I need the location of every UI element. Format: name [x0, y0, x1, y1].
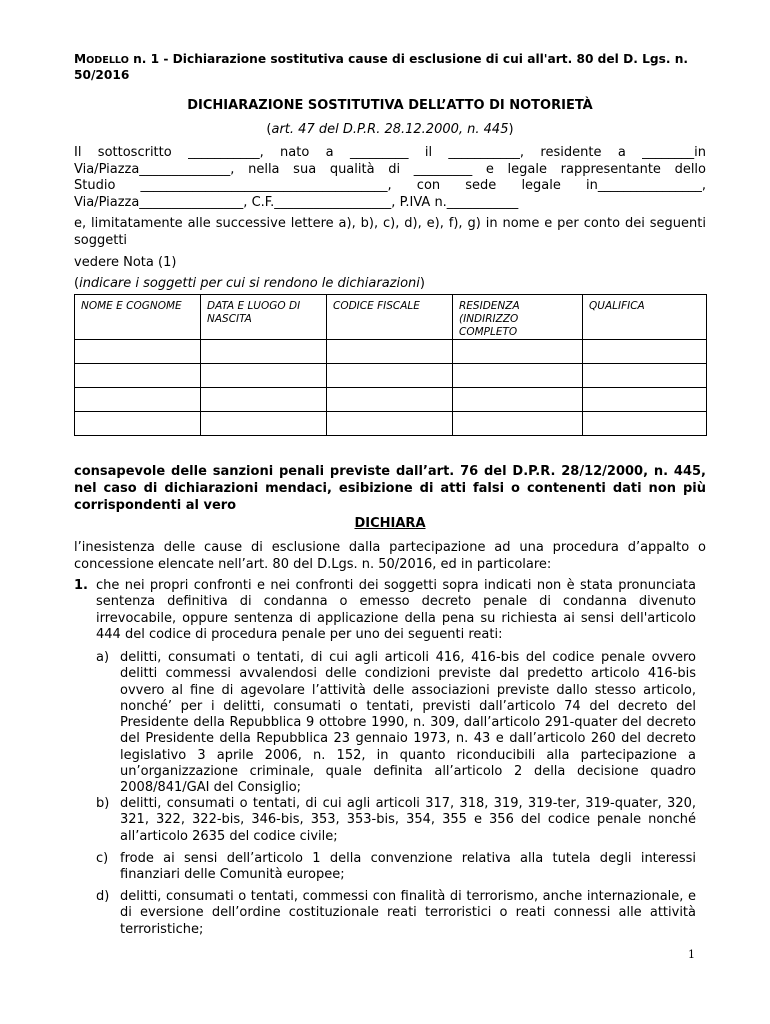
intro-paragraph: [74, 145, 706, 211]
consapevole-paragraph: consapevole delle sanzioni penali previste dall’art. 76 del D.P.R. 28/12/2000, n. 445, nel caso di dichiarazioni mendaci, esibizione di atti falsi o contenenti dati non più corrispondenti al vero: [74, 464, 706, 513]
table-cell: [327, 412, 453, 436]
item-1-number: 1.: [74, 578, 88, 593]
table-cell: [75, 364, 201, 388]
table-cell: [201, 412, 327, 436]
intro-line-2: Via/Piazza______________, nella sua qualità di _________ e legale rappresentante dello: [74, 161, 706, 177]
nota-line: vedere Nota (1): [74, 255, 177, 270]
table-cell: [583, 388, 707, 412]
col-data-luogo: DATA E LUOGO DI NASCITA: [201, 295, 327, 340]
table-cell: [75, 412, 201, 436]
table-cell: [327, 340, 453, 364]
inesistenza-paragraph: l’inesistenza delle cause di esclusione dalla partecipazione ad una procedura d’appalto o concessione elencate nell’art. 80 del D.Lgs. n. 50/2016, ed in particolare:: [74, 540, 706, 572]
modello-rest: n. 1 - Dichiarazione sostitutiva cause di esclusione di cui all'art. 80 del D. Lgs. n. 50/2016: [74, 52, 688, 82]
table-cell: [453, 364, 583, 388]
col-qualifica: QUALIFICA: [583, 295, 707, 340]
intro-line-1: Il sottoscritto ___________, nato a _________ il ___________, residente a ________in: [74, 145, 706, 160]
table-cell: [201, 388, 327, 412]
dichiara-heading: DICHIARA: [354, 516, 426, 531]
table-cell: [453, 340, 583, 364]
modello-smallcaps: ODELLO: [86, 55, 129, 66]
table-cell: [75, 340, 201, 364]
table-cell: [201, 364, 327, 388]
table-row: [75, 388, 707, 412]
item-1-text: che nei propri confronti e nei confronti dei soggetti sopra indicati non è stata pronunciata sentenza definitiva di condanna o emesso decreto penale di condanna divenuto irrevocabile, oppure sentenza di applicazione della pena su richiesta ai sensi dell'articolo 444 del codice di procedura penale per uno dei seguenti reati:: [96, 578, 696, 642]
subtitle-close: ): [508, 122, 514, 137]
subitem-c-text: frode ai sensi dell’articolo 1 della convenzione relativa alla tutela degli interessi finanziari delle Comunità europee;: [120, 851, 696, 883]
subitem-a-letter: a): [96, 650, 110, 665]
document-title: DICHIARAZIONE SOSTITUTIVA DELL’ATTO DI NOTORIETÀ: [187, 98, 593, 113]
table-cell: [453, 412, 583, 436]
document-subtitle: [74, 122, 706, 137]
table-cell: [327, 388, 453, 412]
modello-prefix: M: [74, 52, 87, 66]
table-body: [75, 340, 707, 436]
letters-paragraph: e, limitatamente alle successive lettere a), b), c), d), e), f), g) in nome e per conto dei seguenti soggetti: [74, 216, 706, 248]
table-cell: [583, 412, 707, 436]
indicare-text: indicare i soggetti per cui si rendono le dichiarazioni: [79, 276, 420, 291]
table-cell: [583, 340, 707, 364]
intro-line-3: Studio ______________________________________, con sede legale in________________,: [74, 178, 706, 193]
col-nome-cognome: NOME E COGNOME: [75, 295, 201, 340]
table-header-row: [75, 295, 707, 340]
table-cell: [327, 364, 453, 388]
table-row: [75, 364, 707, 388]
modello-header: [74, 52, 694, 82]
subitem-a-text: delitti, consumati o tentati, di cui agli articoli 416, 416-bis del codice penale ovvero delitti commessi avvalendosi delle condizioni previste dal predetto articolo 416-bis ovvero al fine di agevolare l’attività delle associazioni previste dallo stesso articolo, nonché’ per i delitti, consumati o tentati, previsti dall’articolo 74 del decreto del Presidente della Repubblica 9 ottobre 1990, n. 309, dall’articolo 291-quater del decreto del Presidente della Repubblica 23 gennaio 1973, n. 43 e dall’articolo 260 del decreto legislativo 3 aprile 2006, n. 152, in quanto riconducibili alla partecipazione a un’organizzazione criminale, quale definita all’articolo 2 della decisione quadro 2008/841/GAI del Consiglio;: [120, 650, 696, 796]
table-cell: [201, 340, 327, 364]
table-cell: [453, 388, 583, 412]
subitem-b-letter: b): [96, 796, 110, 811]
table-row: [75, 340, 707, 364]
indicare-close: ): [419, 276, 425, 291]
subitem-b-text: delitti, consumati o tentati, di cui agli articoli 317, 318, 319, 319-ter, 319-quater, 320, 321, 322, 322-bis, 346-bis, 353, 353-bis, 354, 355 e 356 del codice penale nonché all’articolo 2635 del codice civile;: [120, 796, 696, 844]
indicare-line: [74, 276, 706, 293]
subitem-d-text: delitti, consumati o tentati, commessi con finalità di terrorismo, anche internazionale, e di eversione dell’ordine costituzionale reati terroristici o reati connessi alle attività terroristiche;: [120, 889, 696, 937]
col-residenza: RESIDENZA (INDIRIZZO COMPLETO: [453, 295, 583, 340]
intro-line-4: Via/Piazza________________, C.F.__________________, P.IVA n.___________: [74, 194, 519, 210]
subitem-c-letter: c): [96, 851, 109, 866]
page-number: 1: [688, 948, 695, 961]
subitem-d-letter: d): [96, 889, 110, 904]
subtitle-open: (: [266, 122, 272, 137]
soggetti-table: [74, 294, 707, 436]
subtitle-ref: art. 47 del D.P.R. 28.12.2000, n. 445: [271, 122, 509, 137]
col-codice-fiscale: CODICE FISCALE: [327, 295, 453, 340]
indicare-open: (: [74, 276, 80, 291]
table-cell: [75, 388, 201, 412]
table-cell: [583, 364, 707, 388]
table-row: [75, 412, 707, 436]
